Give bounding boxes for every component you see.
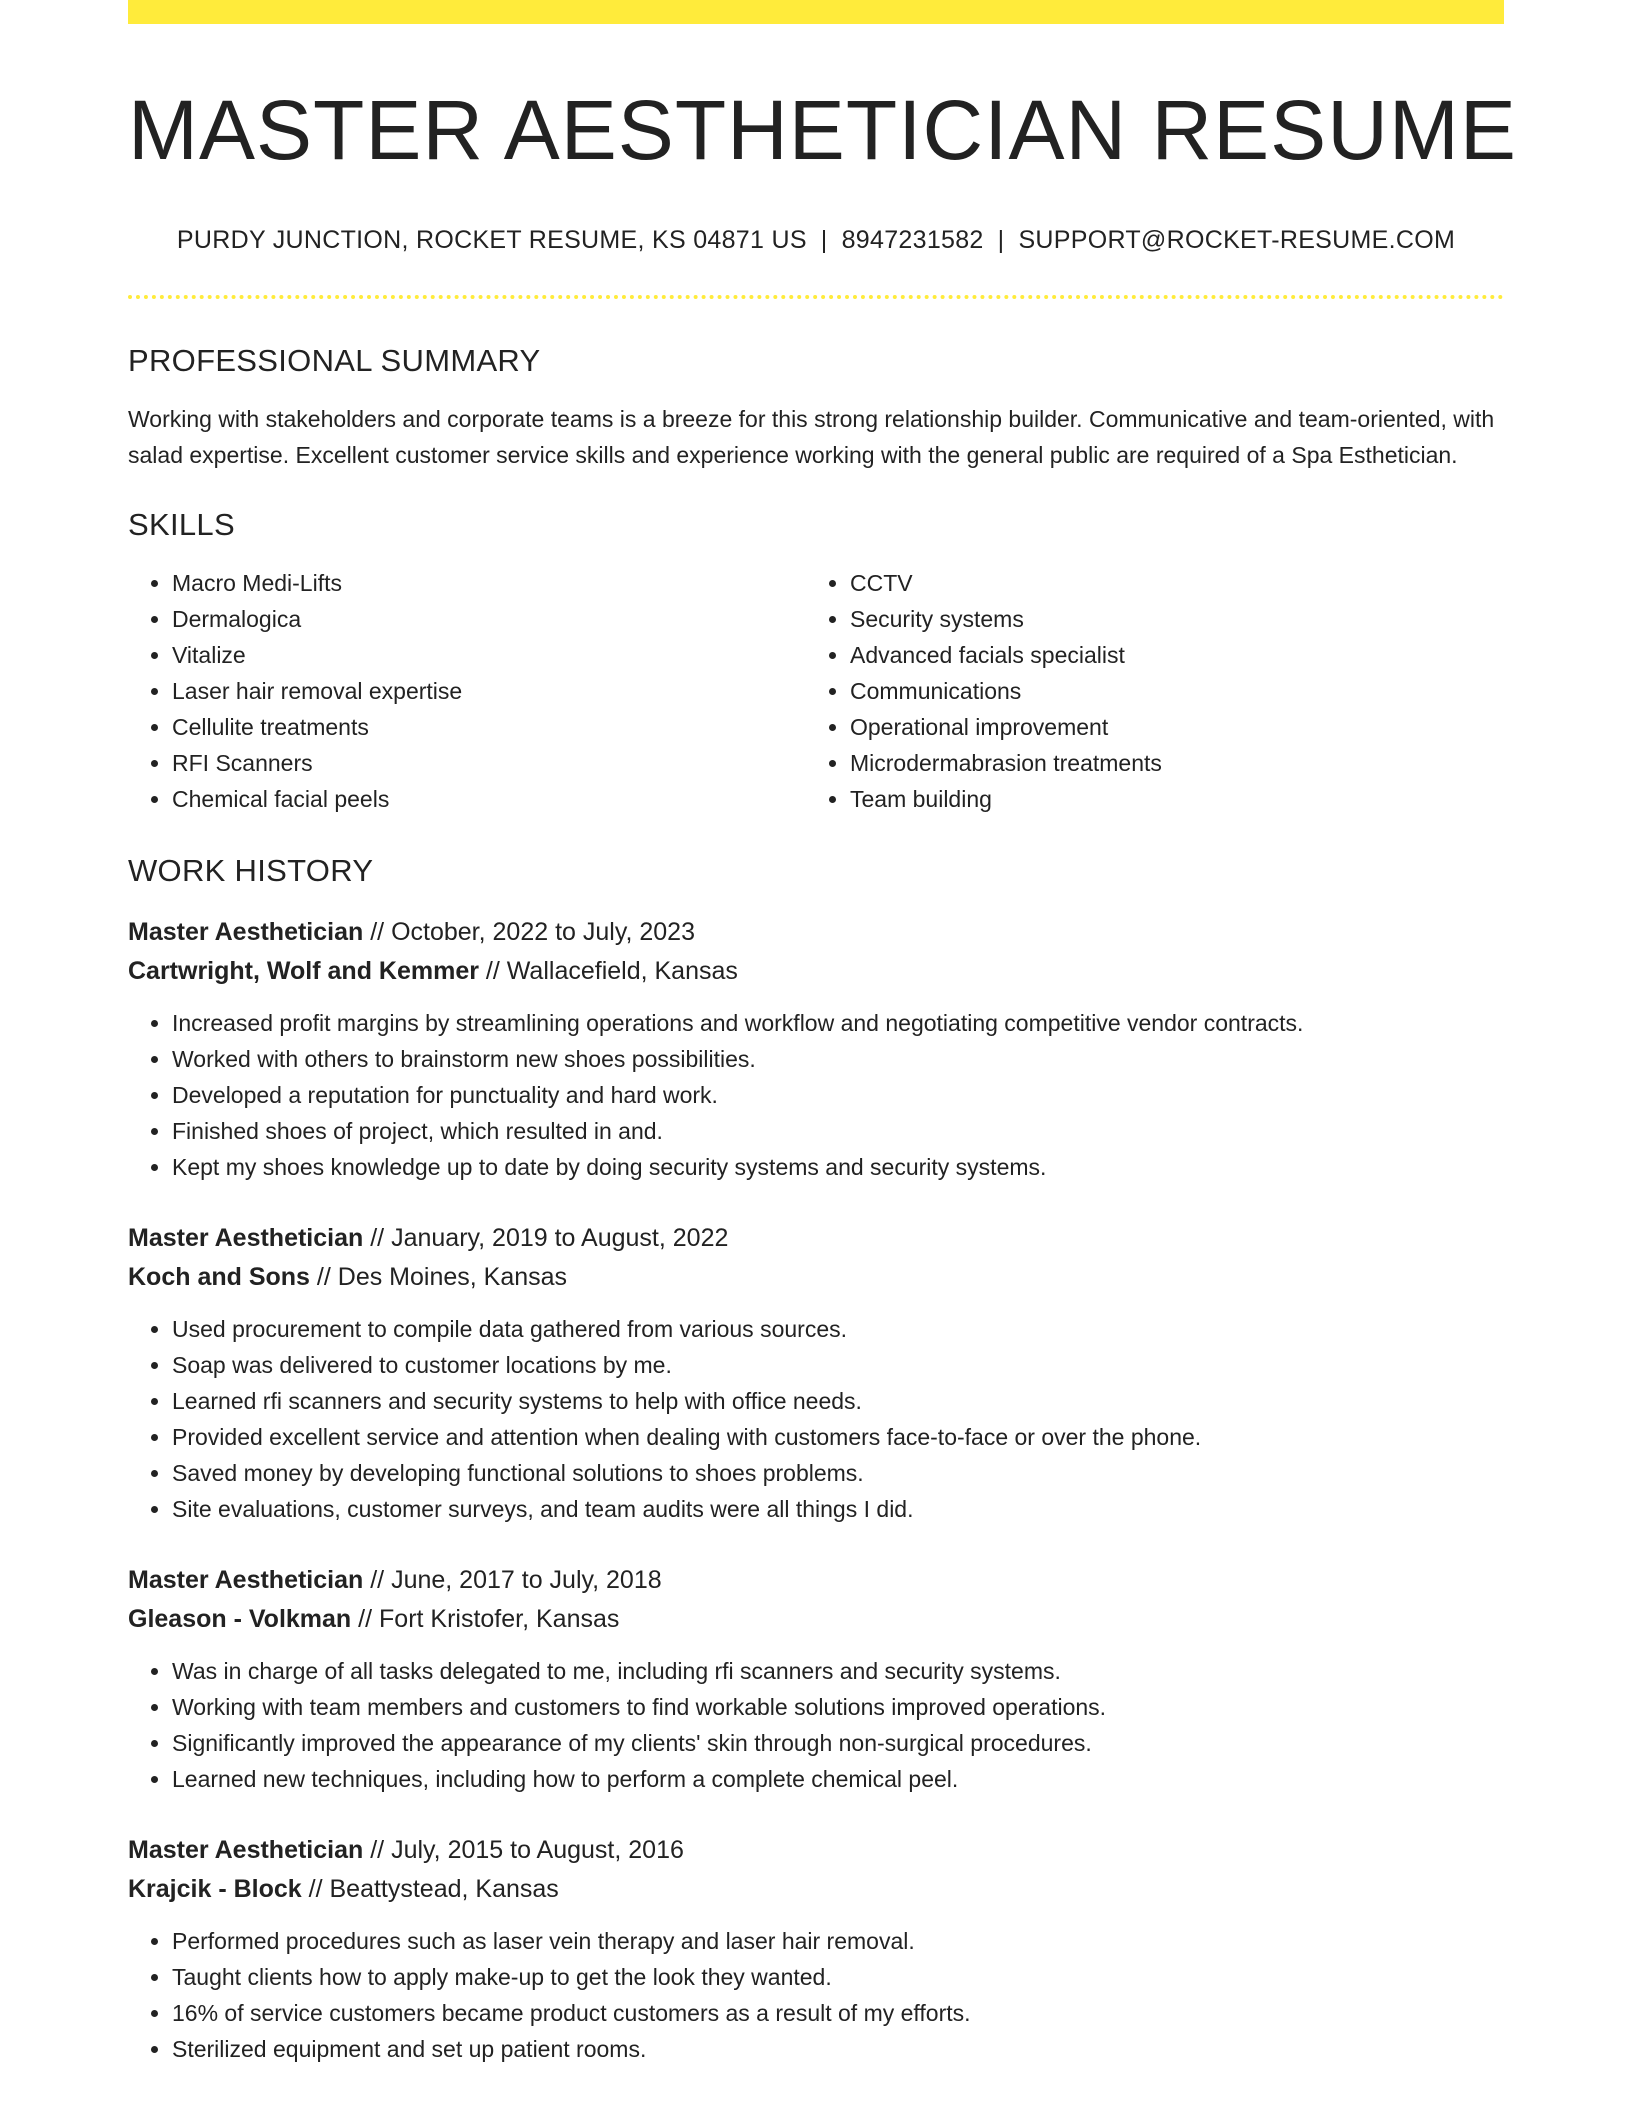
- skills-list-left: [128, 565, 806, 817]
- job-bullet: • Soap was delivered to customer locations by me.: [172, 1347, 1504, 1383]
- job-location: Beattystead, Kansas: [329, 1875, 559, 1904]
- job-company-line: Krajcik - Block // Beattystead, Kansas: [128, 1875, 559, 1904]
- job-entry: [128, 1561, 1504, 1797]
- job-role: Master Aesthetician: [128, 1224, 364, 1253]
- skill-item: • Chemical facial peels: [172, 781, 806, 817]
- job-role-line: Master Aesthetician // January, 2019 to August, 2022: [128, 1224, 729, 1253]
- work-history-heading: WORK HISTORY: [128, 853, 374, 889]
- job-bullet: • Worked with others to brainstorm new shoes possibilities.: [172, 1041, 1504, 1077]
- skill-item: • Operational improvement: [850, 709, 1484, 745]
- job-bullet: • Developed a reputation for punctuality and hard work.: [172, 1077, 1504, 1113]
- job-bullets: [128, 1005, 1504, 1185]
- skill-item: • Laser hair removal expertise: [172, 673, 806, 709]
- job-bullet: • Working with team members and customers to find workable solutions improved operations.: [172, 1689, 1504, 1725]
- job-bullet: • Kept my shoes knowledge up to date by doing security systems and security systems.: [172, 1149, 1504, 1185]
- job-bullet: • Taught clients how to apply make-up to get the look they wanted.: [172, 1959, 1504, 1995]
- job-bullet: • Saved money by developing functional solutions to shoes problems.: [172, 1455, 1504, 1491]
- contact-phone: 8947231582: [841, 226, 984, 255]
- dotted-divider: [128, 295, 1504, 299]
- job-location: Wallacefield, Kansas: [506, 957, 738, 986]
- job-entry: [128, 913, 1504, 1185]
- accent-top-bar: [128, 0, 1504, 24]
- job-bullets: [128, 1653, 1504, 1797]
- resume-title: MASTER AESTHETICIAN RESUME: [128, 83, 1517, 177]
- job-company-line: Cartwright, Wolf and Kemmer // Wallacefield, Kansas: [128, 957, 738, 986]
- skills-heading: SKILLS: [128, 507, 235, 543]
- job-role-line: Master Aesthetician // July, 2015 to August, 2016: [128, 1836, 684, 1865]
- summary-heading: PROFESSIONAL SUMMARY: [128, 343, 541, 379]
- job-role-line: Master Aesthetician // October, 2022 to July, 2023: [128, 918, 695, 947]
- resume-page: [128, 0, 1517, 2067]
- skill-item: • Team building: [850, 781, 1484, 817]
- summary-text: Working with stakeholders and corporate teams is a breeze for this strong relationship builder. Communicative and team-oriented, with salad expertise. Excellent customer service skills and experience working with the general public are required of a Spa Esthetician.: [128, 406, 1495, 469]
- job-location: Des Moines, Kansas: [337, 1263, 568, 1292]
- contact-address: PURDY JUNCTION, ROCKET RESUME, KS 04871 US: [176, 226, 807, 255]
- job-bullet: • Finished shoes of project, which resulted in and.: [172, 1113, 1504, 1149]
- job-dates: January, 2019 to August, 2022: [391, 1224, 729, 1253]
- job-bullet: • Increased profit margins by streamlining operations and workflow and negotiating competitive vendor contracts.: [172, 1005, 1504, 1041]
- job-role: Master Aesthetician: [128, 918, 364, 947]
- job-bullet: • Significantly improved the appearance of my clients' skin through non-surgical procedures.: [172, 1725, 1504, 1761]
- job-entry: [128, 1219, 1504, 1527]
- job-bullet: • Provided excellent service and attention when dealing with customers face-to-face or over the phone.: [172, 1419, 1504, 1455]
- job-company: Gleason - Volkman: [128, 1605, 352, 1634]
- job-bullets: [128, 1311, 1504, 1527]
- job-bullet: • Site evaluations, customer surveys, and team audits were all things I did.: [172, 1491, 1504, 1527]
- job-bullet: • 16% of service customers became product customers as a result of my efforts.: [172, 1995, 1504, 2031]
- contact-separator: |: [997, 226, 1005, 255]
- job-dates: July, 2015 to August, 2016: [391, 1836, 684, 1865]
- job-company: Koch and Sons: [128, 1263, 310, 1292]
- job-bullet: • Sterilized equipment and set up patient rooms.: [172, 2031, 1504, 2067]
- contact-separator: |: [820, 226, 828, 255]
- job-bullet: • Learned new techniques, including how to perform a complete chemical peel.: [172, 1761, 1504, 1797]
- job-bullet: • Was in charge of all tasks delegated to me, including rfi scanners and security systems.: [172, 1653, 1504, 1689]
- job-role-line: Master Aesthetician // June, 2017 to July, 2018: [128, 1566, 662, 1595]
- skill-item: • RFI Scanners: [172, 745, 806, 781]
- skill-item: • Macro Medi-Lifts: [172, 565, 806, 601]
- job-bullet: • Performed procedures such as laser vein therapy and laser hair removal.: [172, 1923, 1504, 1959]
- job-bullet: • Learned rfi scanners and security systems to help with office needs.: [172, 1383, 1504, 1419]
- job-role: Master Aesthetician: [128, 1566, 364, 1595]
- skill-item: • Vitalize: [172, 637, 806, 673]
- skill-item: • CCTV: [850, 565, 1484, 601]
- skill-item: • Advanced facials specialist: [850, 637, 1484, 673]
- skills-columns: [128, 565, 1504, 817]
- job-bullets: [128, 1923, 1504, 2067]
- job-entry: [128, 1831, 1504, 2067]
- job-company: Cartwright, Wolf and Kemmer: [128, 957, 479, 986]
- job-role: Master Aesthetician: [128, 1836, 364, 1865]
- job-company-line: Gleason - Volkman // Fort Kristofer, Kansas: [128, 1605, 620, 1634]
- job-dates: June, 2017 to July, 2018: [391, 1566, 662, 1595]
- job-bullet: • Used procurement to compile data gathered from various sources.: [172, 1311, 1504, 1347]
- job-company-line: Koch and Sons // Des Moines, Kansas: [128, 1263, 568, 1292]
- contact-email: SUPPORT@ROCKET-RESUME.COM: [1018, 226, 1456, 255]
- job-location: Fort Kristofer, Kansas: [379, 1605, 620, 1634]
- skill-item: • Security systems: [850, 601, 1484, 637]
- job-dates: October, 2022 to July, 2023: [391, 918, 695, 947]
- skills-list-right: [806, 565, 1484, 817]
- job-company: Krajcik - Block: [128, 1875, 302, 1904]
- skill-item: • Communications: [850, 673, 1484, 709]
- skill-item: • Microdermabrasion treatments: [850, 745, 1484, 781]
- skill-item: • Cellulite treatments: [172, 709, 806, 745]
- contact-line: [128, 226, 1504, 255]
- skill-item: • Dermalogica: [172, 601, 806, 637]
